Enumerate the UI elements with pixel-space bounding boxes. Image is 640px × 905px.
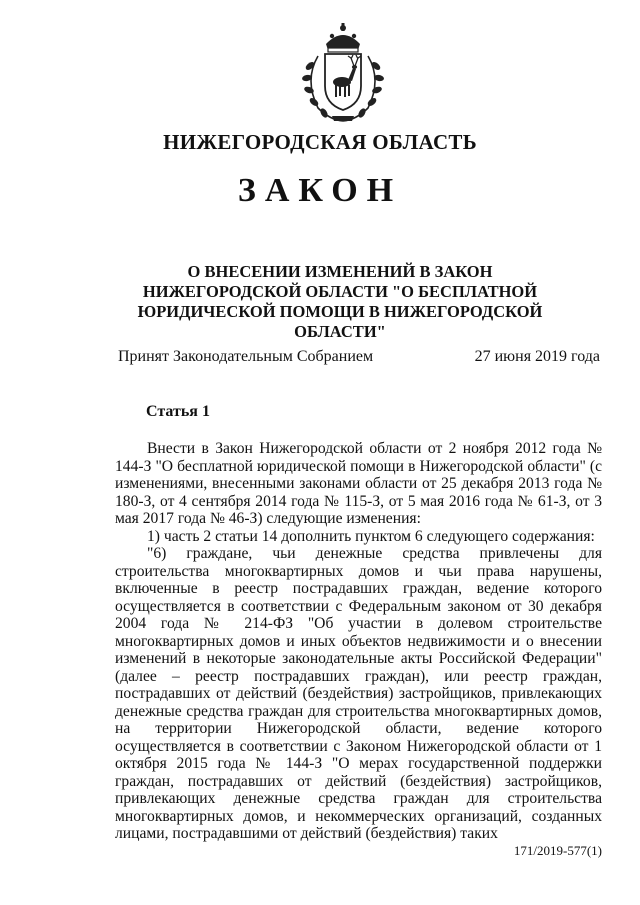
law-title: О ВНЕСЕНИИ ИЗМЕНЕНИЙ В ЗАКОН НИЖЕГОРОДСКОЙ ОБЛАСТИ "О БЕСПЛАТНОЙ ЮРИДИЧЕСКОЙ ПОМОЩИ В НИЖЕГОРОДСКОЙ ОБЛАСТИ"	[137, 262, 543, 341]
coat-of-arms-icon	[296, 22, 390, 124]
document-number: 171/2019-577(1)	[513, 843, 602, 858]
document-type: ЗАКОН	[237, 172, 403, 209]
adoption-date: 27 июня 2019 года	[474, 348, 600, 365]
article-paragraph: Внести в Закон Нижегородской области от 2 ноября 2012 года № 144-З "О бесплатной юридической помощи в Нижегородской области" (с изменениями, внесенными законами области от 25 декабря 2013 года № 180-З, от 4 сентября 2014 года № 115-З, от 5 мая 2016 года № 61-З, от 3 мая 2017 года № 46-З) следующие изменения:	[115, 440, 602, 527]
article-heading: Статья 1	[146, 403, 210, 420]
region-name: НИЖЕГОРОДСКАЯ ОБЛАСТЬ	[163, 130, 477, 154]
article-body	[115, 440, 602, 843]
adopted-by: Принят Законодательным Собранием	[118, 348, 374, 365]
article-paragraph: "6) граждане, чьи денежные средства привлечены для строительства многоквартирных домов и чьи права нарушены, включенные в реестр пострадавших граждан, ведение которого осуществляется в соответствии с Федеральным законом от 30 декабря 2004 года № 214-ФЗ "Об участии в долевом строительстве многоквартирных домов и иных объектов недвижимости и о внесении изменений в некоторые законодательные акты Российской Федерации" (далее – реестр пострадавших граждан), или реестр граждан, пострадавших от действий (бездействия) застройщиков, привлекающих денежные средства граждан для строительства многоквартирных домов, на территории Нижегородской области, ведение которого осуществляется в соответствии с Законом Нижегородской области от 1 октября 2015 года № 144-З "О мерах государственной поддержки граждан, пострадавших от действий (бездействия) застройщиков, привлекающих денежные средства граждан для строительства многоквартирных домов, и некоммерческих организаций, созданных лицами, пострадавшими от действий (бездействия) таких	[115, 545, 602, 842]
article-paragraph: 1) часть 2 статьи 14 дополнить пунктом 6 следующего содержания:	[147, 527, 595, 545]
